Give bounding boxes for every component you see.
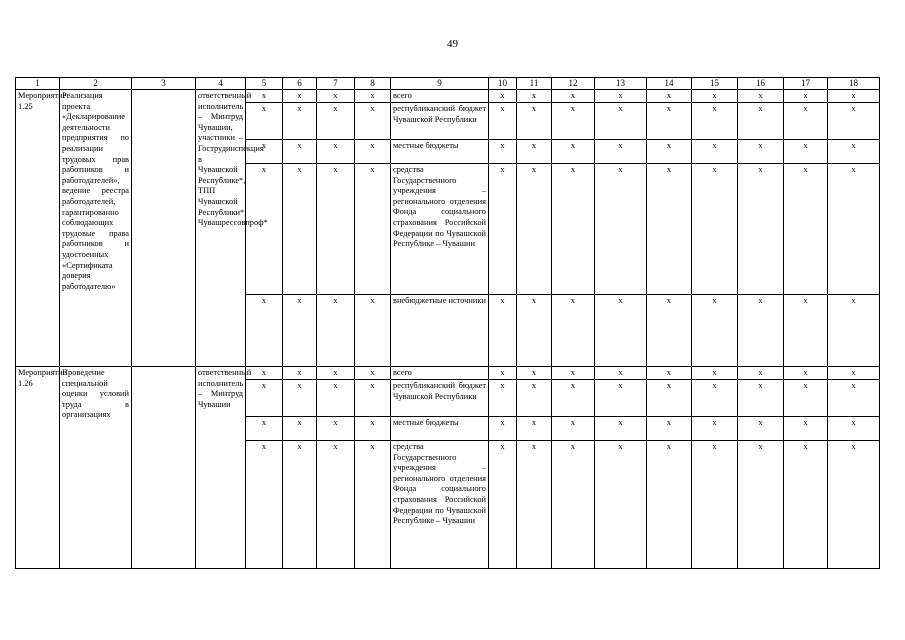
mark-cell: x [283,441,317,569]
header-cell: 2 [60,78,132,90]
mark-cell: x [517,441,552,569]
empty-cell [132,90,196,367]
mark-cell: x [355,103,391,140]
header-cell: 11 [517,78,552,90]
mark-cell: x [595,103,647,140]
page-number: 49 [447,38,458,50]
mark-cell: x [647,103,692,140]
header-cell: 17 [784,78,828,90]
mark-cell: x [246,164,283,295]
header-cell: 13 [595,78,647,90]
mark-cell: x [828,103,880,140]
mark-cell: x [828,140,880,164]
mark-cell: x [647,367,692,380]
funding-source: внебюджетные источники [391,295,489,367]
header-cell: 6 [283,78,317,90]
mark-cell: x [246,380,283,417]
program-table [15,77,880,569]
mark-cell: x [317,140,355,164]
mark-cell: x [317,90,355,103]
mark-cell: x [692,417,738,441]
header-cell: 12 [552,78,595,90]
mark-cell: x [595,367,647,380]
table-row [16,367,880,380]
mark-cell: x [692,295,738,367]
funding-source: местные бюджеты [391,140,489,164]
mark-cell: x [647,380,692,417]
mark-cell: x [317,417,355,441]
funding-source: средства Государственного учреждения – регионального отделения Фонда социального страхования Российской Федерации по Чувашской Республике – Чувашии [391,164,489,295]
mark-cell: x [738,367,784,380]
mark-cell: x [552,367,595,380]
funding-source: средства Государственного учреждения – регионального отделения Фонда социального страхования Российской Федерации по Чувашской Республике – Чувашии [391,441,489,569]
header-cell: 5 [246,78,283,90]
mark-cell: x [246,90,283,103]
mark-cell: x [595,417,647,441]
header-cell: 3 [132,78,196,90]
mark-cell: x [784,441,828,569]
mark-cell: x [738,103,784,140]
mark-cell: x [738,441,784,569]
mark-cell: x [692,441,738,569]
mark-cell: x [246,367,283,380]
header-cell: 7 [317,78,355,90]
mark-cell: x [489,380,517,417]
mark-cell: x [517,103,552,140]
funding-source: всего [391,367,489,380]
mark-cell: x [317,295,355,367]
header-cell: 18 [828,78,880,90]
mark-cell: x [595,164,647,295]
mark-cell: x [595,90,647,103]
mark-cell: x [283,140,317,164]
mark-cell: x [283,90,317,103]
mark-cell: x [489,441,517,569]
mark-cell: x [595,140,647,164]
mark-cell: x [595,295,647,367]
mark-cell: x [552,90,595,103]
mark-cell: x [647,140,692,164]
mark-cell: x [489,90,517,103]
mark-cell: x [283,295,317,367]
mark-cell: x [246,140,283,164]
mark-cell: x [828,367,880,380]
mark-cell: x [784,367,828,380]
mark-cell: x [647,417,692,441]
mark-cell: x [552,441,595,569]
mark-cell: x [552,140,595,164]
mark-cell: x [784,417,828,441]
header-cell: 9 [391,78,489,90]
mark-cell: x [317,380,355,417]
mark-cell: x [552,295,595,367]
header-row [16,78,880,90]
measure-number: Мероприятие 1.26 [16,367,60,569]
measure-number: Мероприятие 1.25 [16,90,60,367]
mark-cell: x [647,164,692,295]
empty-cell [132,367,196,569]
mark-cell: x [517,140,552,164]
mark-cell: x [517,367,552,380]
mark-cell: x [738,380,784,417]
mark-cell: x [317,441,355,569]
mark-cell: x [517,417,552,441]
mark-cell: x [647,295,692,367]
mark-cell: x [517,164,552,295]
mark-cell: x [692,380,738,417]
mark-cell: x [355,140,391,164]
mark-cell: x [355,164,391,295]
funding-source: местные бюджеты [391,417,489,441]
mark-cell: x [692,367,738,380]
mark-cell: x [552,103,595,140]
mark-cell: x [517,295,552,367]
mark-cell: x [595,380,647,417]
table-row [16,90,880,103]
mark-cell: x [784,380,828,417]
mark-cell: x [784,140,828,164]
mark-cell: x [692,140,738,164]
mark-cell: x [552,380,595,417]
mark-cell: x [738,295,784,367]
mark-cell: x [552,417,595,441]
mark-cell: x [828,295,880,367]
mark-cell: x [317,103,355,140]
mark-cell: x [692,103,738,140]
mark-cell: x [692,164,738,295]
mark-cell: x [355,367,391,380]
mark-cell: x [738,164,784,295]
mark-cell: x [784,164,828,295]
mark-cell: x [355,441,391,569]
mark-cell: x [489,417,517,441]
mark-cell: x [738,140,784,164]
mark-cell: x [692,90,738,103]
mark-cell: x [489,140,517,164]
header-cell: 14 [647,78,692,90]
mark-cell: x [355,90,391,103]
measure-name: Реализация проекта «Декларирование деятельности предприятия по реализации трудовых прав работников и работодателей», ведение реестра работодателей, гарантированно соблюдающих трудовые права работников и удостоенных «Сертификата доверия работодателю» [60,90,132,367]
header-cell: 10 [489,78,517,90]
mark-cell: x [355,417,391,441]
mark-cell: x [784,295,828,367]
mark-cell: x [595,441,647,569]
mark-cell: x [647,441,692,569]
mark-cell: x [355,380,391,417]
mark-cell: x [517,90,552,103]
mark-cell: x [283,417,317,441]
mark-cell: x [317,367,355,380]
mark-cell: x [283,164,317,295]
mark-cell: x [552,164,595,295]
mark-cell: x [784,90,828,103]
mark-cell: x [828,441,880,569]
mark-cell: x [489,295,517,367]
mark-cell: x [828,90,880,103]
mark-cell: x [317,164,355,295]
mark-cell: x [283,103,317,140]
mark-cell: x [738,417,784,441]
header-cell: 16 [738,78,784,90]
mark-cell: x [283,367,317,380]
mark-cell: x [784,103,828,140]
measure-executor: ответственный исполнитель – Минтруд Чувашии, участники – Гострудинспекция в Чувашской Республике*, ТПП Чувашской Республики*, Чувашрессовпроф* [196,90,246,367]
mark-cell: x [489,103,517,140]
mark-cell: x [489,164,517,295]
measure-executor: ответственный исполнитель – Минтруд Чувашии [196,367,246,569]
mark-cell: x [246,441,283,569]
mark-cell: x [828,417,880,441]
mark-cell: x [738,90,784,103]
header-cell: 8 [355,78,391,90]
funding-source: республиканский бюджет Чувашской Республики [391,380,489,417]
mark-cell: x [246,417,283,441]
mark-cell: x [246,103,283,140]
mark-cell: x [828,164,880,295]
mark-cell: x [517,380,552,417]
mark-cell: x [246,295,283,367]
header-cell: 4 [196,78,246,90]
mark-cell: x [647,90,692,103]
funding-source: республиканский бюджет Чувашской Республики [391,103,489,140]
measure-name: Проведение специальной оценки условий труда в организациях [60,367,132,569]
mark-cell: x [283,380,317,417]
header-cell: 1 [16,78,60,90]
mark-cell: x [828,380,880,417]
funding-source: всего [391,90,489,103]
mark-cell: x [489,367,517,380]
header-cell: 15 [692,78,738,90]
mark-cell: x [355,295,391,367]
